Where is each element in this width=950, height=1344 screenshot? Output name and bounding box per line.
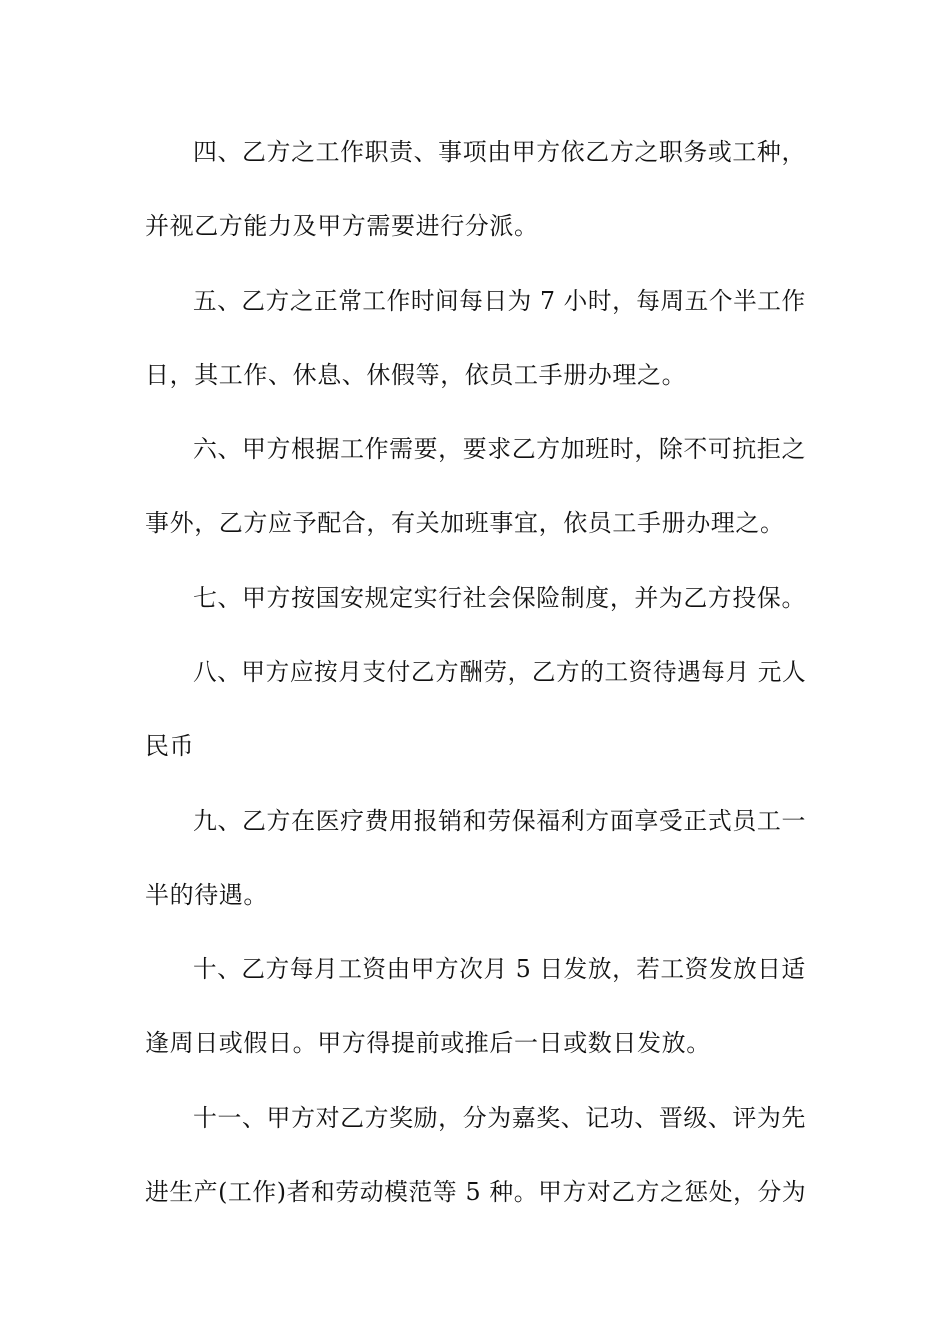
clause-4-line-2: 并视乙方能力及甲方需要进行分派。 [145, 212, 539, 240]
clause-4-line-1: 四、乙方之工作职责、事项由甲方依乙方之职务或工种， [193, 138, 806, 166]
clause-9-line-2: 半的待遇。 [145, 881, 268, 909]
clause-5-line-2: 日，其工作、休息、休假等，依员工手册办理之。 [145, 361, 687, 389]
clause-8-line-1: 八、甲方应按月支付乙方酬劳，乙方的工资待遇每月 元人 [193, 658, 807, 686]
clause-6-line-1: 六、甲方根据工作需要，要求乙方加班时，除不可抗拒之 [193, 435, 806, 463]
clause-10-line-1: 十、乙方每月工资由甲方次月 5 日发放，若工资发放日适 [193, 955, 806, 983]
clause-6-line-2: 事外，乙方应予配合，有关加班事宜，依员工手册办理之。 [145, 509, 785, 537]
clause-8-line-2: 民币 [145, 732, 195, 760]
clause-11-line-2: 进生产(工作)者和劳动模范等 5 种。甲方对乙方之惩处，分为 [145, 1178, 807, 1206]
clause-7-line-1: 七、甲方按国安规定实行社会保险制度，并为乙方投保。 [193, 584, 806, 612]
clause-11-line-1: 十一、甲方对乙方奖励，分为嘉奖、记功、晋级、评为先 [193, 1104, 806, 1132]
clause-5-line-1: 五、乙方之正常工作时间每日为 7 小时，每周五个半工作 [193, 287, 806, 315]
clause-10-line-2: 逢周日或假日。甲方得提前或推后一日或数日发放。 [145, 1029, 711, 1057]
clause-9-line-1: 九、乙方在医疗费用报销和劳保福利方面享受正式员工一 [193, 807, 806, 835]
